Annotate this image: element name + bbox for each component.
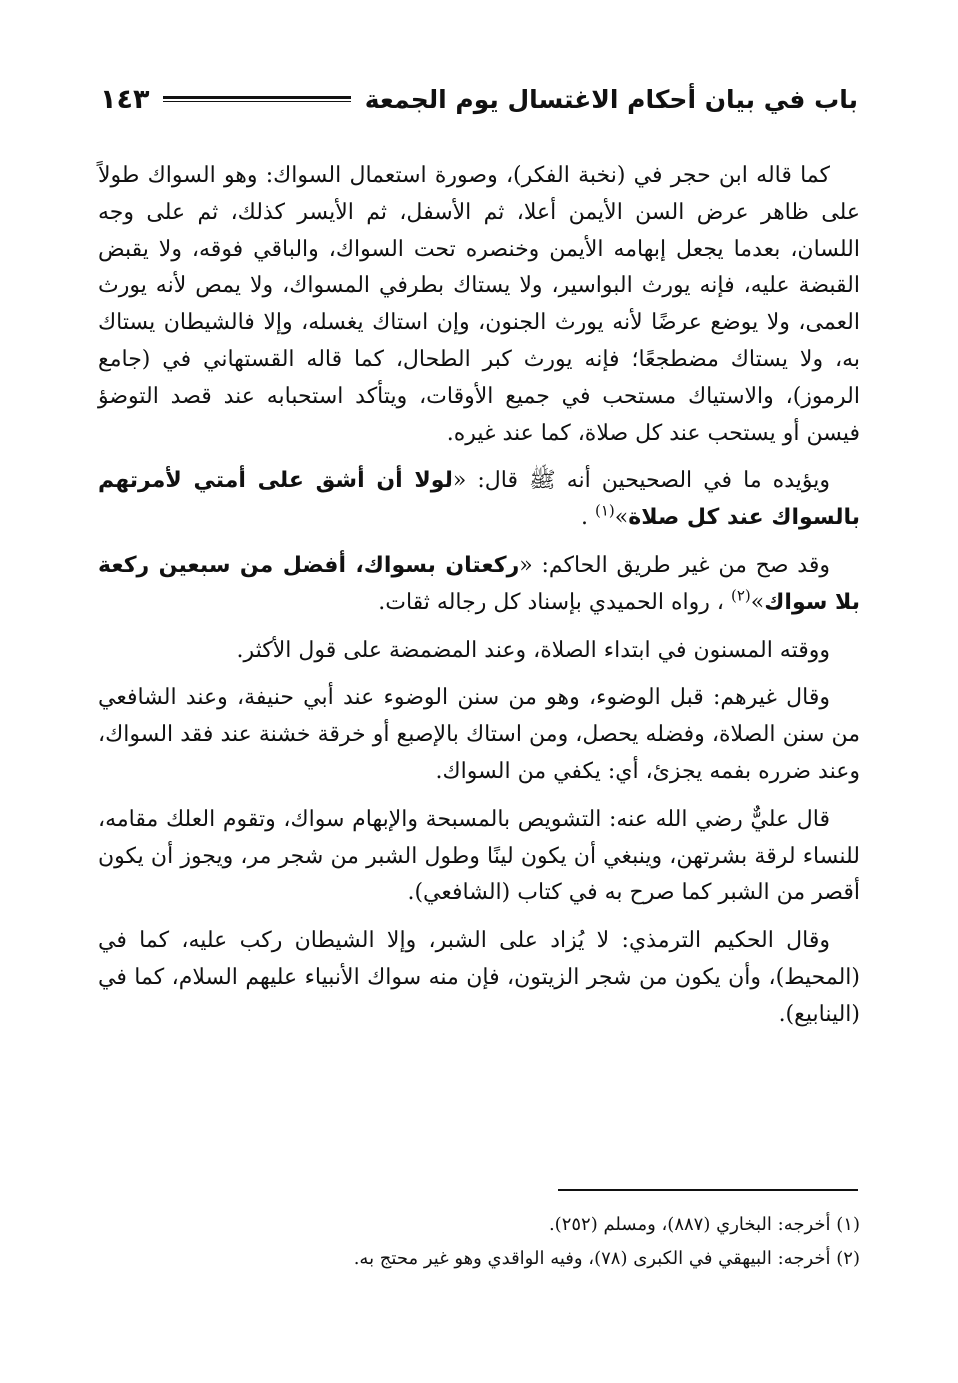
paragraph: ووقته المسنون في ابتداء الصلاة، وعند المضمضة على قول الأكثر.	[236, 637, 830, 663]
footnote-ref: (١)	[595, 501, 615, 520]
paragraph: كما قاله ابن حجر في (نخبة الفكر)، وصورة استعمال السواك: وهو السواك طولاً على ظاهر عرض السن الأيمن أعلا، ثم الأسفل، ثم الأيسر كذلك، ثم على وجه اللسان، بعدما يجعل إبهامه الأيمن وخنصره تحت السواك، والباقي فوقه، ولا يقبض القبضة عليه، فإنه يورث البواسير، ولا يستاك بطرفي المسواك، ولا يمص لأنه يورث العمى، ولا يوضع عرضًا لأنه يورث الجنون، وإن استاك يغسله، وإلا فالشيطان يستاك به، ولا يستاك مضطجعًا؛ فإنه يورث كبر الطحال، كما قاله القستهاني في (جامع الرموز)، والاستياك مستحب في جميع الأوقات، ويتأكد استحبابه عند قصد التوضؤ فيسن أو يستحب عند كل صلاة، كما عند غيره.	[98, 163, 860, 446]
running-title: باب في بيان أحكام الاغتسال يوم الجمعة	[364, 84, 858, 114]
header-rule	[163, 96, 350, 102]
footnote-separator	[558, 1189, 858, 1191]
quote-close: »	[614, 505, 629, 531]
footnote	[98, 1208, 860, 1242]
page-number: ١٤٣	[100, 83, 150, 115]
footnote-number: (١)	[836, 1214, 860, 1235]
paragraph: وقال الحكيم الترمذي: لا يُزاد على الشبر، وإلا الشيطان ركب عليه، كما في (المحيط)، وأن يكون من شجر الزيتون، فإن منه سواك الأنبياء عليهم السلام، كما في (الينابيع).	[98, 928, 860, 1027]
footnote-text: أخرجه: البيهقي في الكبرى (٧٨)، وفيه الواقدي وهو غير محتج به.	[353, 1248, 831, 1269]
paragraph: وقال غيرهم: قبل الوضوء، وهو من سنن الوضوء عند أبي حنيفة، وعند الشافعي من سنن الصلاة، وفضله يحصل، ومن استاك بالإصبع أو خرقة خشنة عند فقد السواك، وعند ضرره بفمه يجزئ، أي: يكفي من السواك.	[98, 685, 860, 784]
footnote-text: أخرجه: البخاري (٨٨٧)، ومسلم (٢٥٢).	[548, 1214, 831, 1235]
hadith-quote: لولا أن أشق على أمتي لأمرتهم بالسواك عند كل صلاة	[98, 468, 860, 531]
page-header	[100, 78, 858, 120]
paragraph-hadith-1	[98, 463, 860, 537]
paragraph-text: .	[581, 505, 588, 531]
paragraph: قال عليٌّ رضي الله عنه: التشويص بالمسبحة والإبهام سواك، وتقوم العلك مقامه، للنساء لرقة بشرتهن، وينبغي أن يكون لينًا وطول الشبر من شجر مر، ويجوز أن يكون أقصر من الشبر كما صرح به في كتاب (الشافعي).	[98, 806, 860, 906]
paragraph-hadith-2	[98, 548, 860, 622]
main-text	[98, 158, 860, 1045]
footnotes	[98, 1208, 860, 1276]
paragraph-text: وقد صح من غير طريق الحاكم: «	[519, 552, 830, 578]
paragraph-text: ، رواه الحميدي بإسناد كل رجاله ثقات.	[378, 589, 724, 615]
hadith-quote: ركعتان بسواك، أفضل من سبعين ركعة بلا سواك	[98, 552, 860, 615]
paragraph-text: ويؤيده ما في الصحيحين أنه ﷺ قال: «	[452, 468, 830, 494]
footnote-number: (٢)	[836, 1248, 860, 1269]
quote-close: »	[750, 589, 765, 615]
footnote	[98, 1242, 860, 1276]
footnote-ref: (٢)	[730, 586, 751, 605]
